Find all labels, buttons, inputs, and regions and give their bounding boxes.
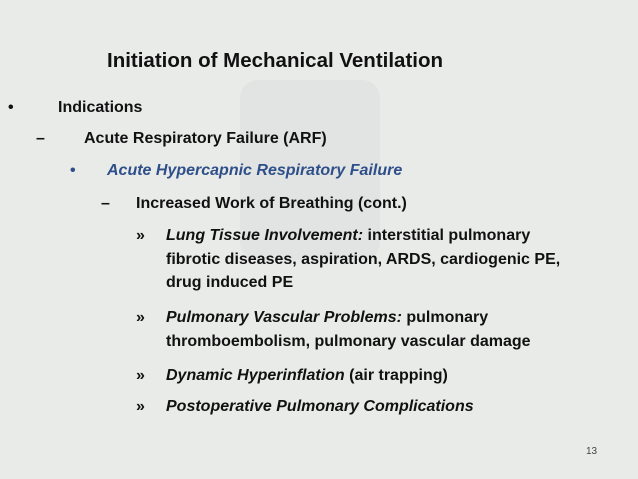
bullet-line — [166, 364, 448, 388]
bullet-line — [166, 224, 530, 248]
bullet-rest: (air trapping) — [344, 367, 448, 384]
chevron-marker: » — [136, 367, 145, 384]
dash-marker: – — [36, 130, 45, 147]
bullet-line: fibrotic diseases, aspiration, ARDS, cardiogenic PE, — [166, 251, 561, 268]
bullet-text: Indications — [58, 99, 143, 116]
bullet-line — [166, 306, 488, 330]
bullet-lead: Pulmonary Vascular Problems: — [166, 309, 402, 326]
dash-marker: – — [101, 195, 110, 212]
bullet-rest: pulmonary — [401, 309, 489, 326]
bullet-line: thromboembolism, pulmonary vascular damage — [166, 333, 531, 350]
chevron-marker: » — [136, 309, 145, 326]
chevron-marker: » — [136, 227, 145, 244]
page-number: 13 — [586, 446, 598, 457]
bullet-lead: Lung Tissue Involvement: — [166, 227, 364, 244]
bullet-text: Increased Work of Breathing (cont.) — [136, 195, 407, 212]
bullet-line: drug induced PE — [166, 274, 294, 291]
bullet-text: Acute Respiratory Failure (ARF) — [84, 130, 327, 147]
slide-title: Initiation of Mechanical Ventilation — [107, 49, 444, 72]
bullet-text: Acute Hypercapnic Respiratory Failure — [107, 162, 403, 179]
bullet-marker: • — [70, 162, 76, 179]
bullet-rest: interstitial pulmonary — [363, 227, 531, 244]
bullet-marker: • — [8, 99, 14, 116]
chevron-marker: » — [136, 398, 145, 415]
bullet-lead: Dynamic Hyperinflation — [166, 367, 345, 384]
bullet-lead: Postoperative Pulmonary Complications — [166, 398, 474, 415]
